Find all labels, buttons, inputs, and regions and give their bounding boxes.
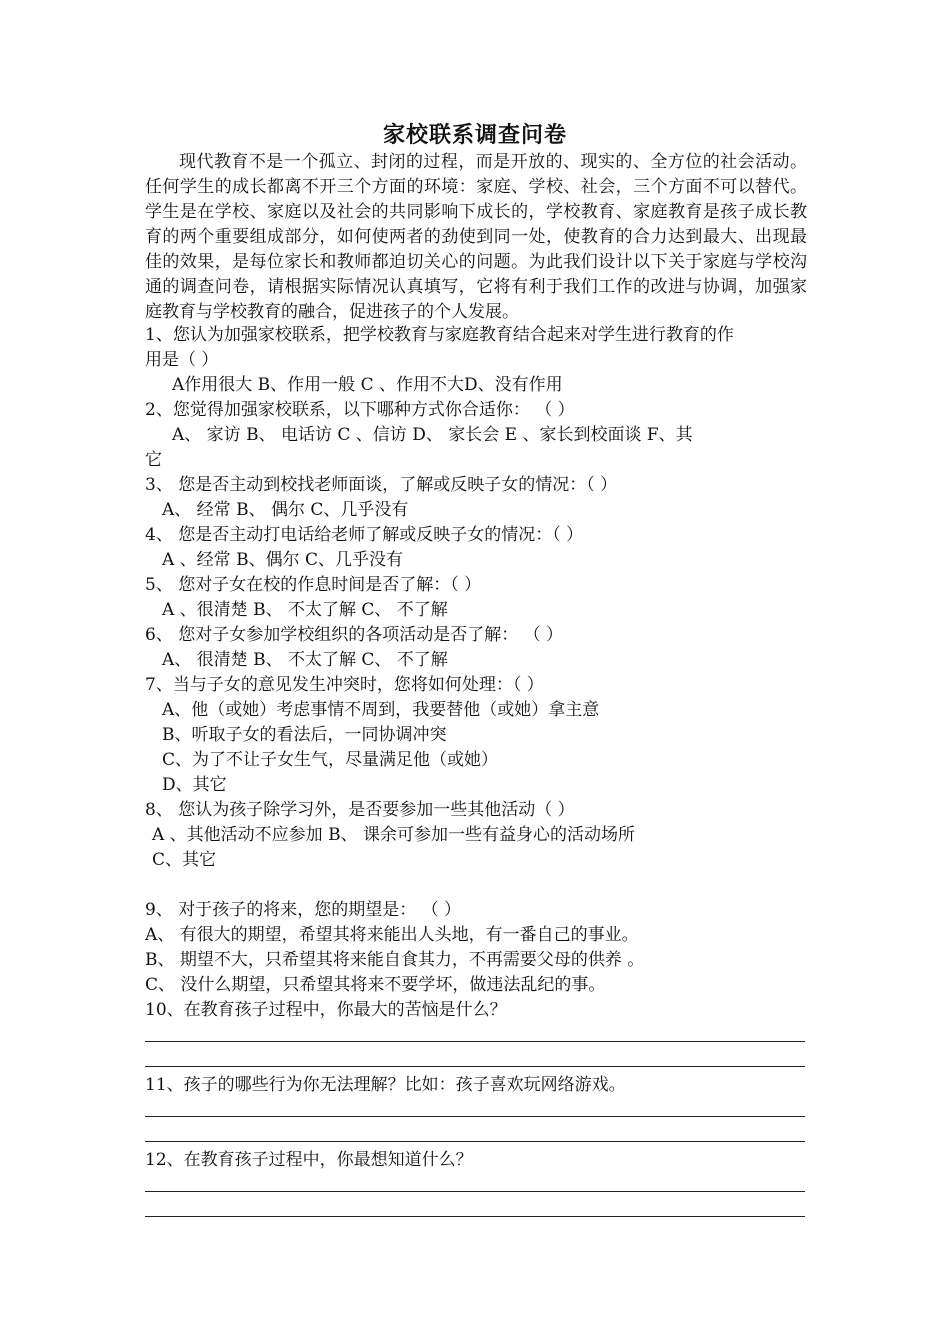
intro-paragraph bbox=[145, 150, 807, 325]
answer-line[interactable] bbox=[145, 1066, 805, 1067]
question-2-options: A、 家访 B、 电话访 C 、信访 D、 家长会 E 、家长到校面谈 F、其 bbox=[172, 425, 693, 445]
question-8: 8、 您认为孩子除学习外，是否要参加一些其他活动（ ） bbox=[145, 800, 575, 820]
question-7: 7、当与子女的意见发生冲突时，您将如何处理：（ ） bbox=[145, 675, 544, 695]
answer-line[interactable] bbox=[145, 1141, 805, 1142]
question-9-option-b: B、 期望不大，只希望其将来能自食其力，不再需要父母的供养 。 bbox=[145, 950, 645, 970]
question-2: 2、您觉得加强家校联系，以下哪种方式你合适你： （ ） bbox=[145, 400, 575, 420]
question-2-options-wrap: 它 bbox=[145, 450, 162, 470]
answer-line[interactable] bbox=[145, 1191, 805, 1192]
question-8-option-c: C、其它 bbox=[152, 850, 217, 870]
question-5: 5、 您对子女在校的作息时间是否了解：（ ） bbox=[145, 575, 482, 595]
question-7-option-b: B、听取子女的看法后，一同协调冲突 bbox=[162, 725, 447, 745]
question-9-option-a: A、 有很大的期望，希望其将来能出人头地，有一番自己的事业。 bbox=[145, 925, 639, 945]
question-7-option-a: A、他（或她）考虑事情不周到，我要替他（或她）拿主意 bbox=[162, 700, 600, 720]
question-11: 11、孩子的哪些行为你无法理解？比如：孩子喜欢玩网络游戏。 bbox=[145, 1075, 626, 1095]
question-9-option-c: C、 没什么期望，只希望其将来不要学坏，做违法乱纪的事。 bbox=[145, 975, 606, 995]
question-1-line-1: 1、您认为加强家校联系，把学校教育与家庭教育结合起来对学生进行教育的作 bbox=[145, 325, 734, 345]
question-9: 9、 对于孩子的将来，您的期望是： （ ） bbox=[145, 900, 462, 920]
question-3-options: A、 经常 B、 偶尔 C、几乎没有 bbox=[162, 500, 409, 520]
question-7-option-d: D、其它 bbox=[162, 775, 227, 795]
question-6: 6、 您对子女参加学校组织的各项活动是否了解： （ ） bbox=[145, 625, 564, 645]
question-3: 3、 您是否主动到校找老师面谈，了解或反映子女的情况：（ ） bbox=[145, 475, 618, 495]
question-5-options: A 、很清楚 B、 不太了解 C、 不了解 bbox=[162, 600, 448, 620]
answer-line[interactable] bbox=[145, 1216, 805, 1217]
answer-line[interactable] bbox=[145, 1116, 805, 1117]
question-4: 4、 您是否主动打电话给老师了解或反映子女的情况：（ ） bbox=[145, 525, 584, 545]
intro-text: 现代教育不是一个孤立、封闭的过程，而是开放的、现实的、全方位的社会活动。任何学生的成长都离不开三个方面的环境：家庭、学校、社会，三个方面不可以替代。学生是在学校、家庭以及社会的共同影响下成长的，学校教育、家庭教育是孩子成长教育的两个重要组成部分，如何使两者的劲使到同一处，使教育的合力达到最大、出现最佳的效果，是每位家长和教师都迫切关心的问题。为此我们设计以下关于家庭与学校沟通的调查问卷，请根据实际情况认真填写，它将有利于我们工作的改进与协调，加强家庭教育与学校教育的融合，促进孩子的个人发展。 bbox=[145, 152, 807, 322]
question-8-options: A 、其他活动不应参加 B、 课余可参加一些有益身心的活动场所 bbox=[152, 825, 635, 845]
question-1-options: A作用很大 B、作用一般 C 、作用不大D、没有作用 bbox=[172, 375, 563, 395]
question-4-options: A 、经常 B、偶尔 C、几乎没有 bbox=[162, 550, 403, 570]
question-6-options: A、 很清楚 B、 不太了解 C、 不了解 bbox=[162, 650, 448, 670]
answer-line[interactable] bbox=[145, 1041, 805, 1042]
question-10: 10、在教育孩子过程中，你最大的苦恼是什么？ bbox=[145, 1000, 507, 1020]
question-12: 12、在教育孩子过程中，你最想知道什么？ bbox=[145, 1150, 473, 1170]
question-7-option-c: C、为了不让子女生气，尽量满足他（或她） bbox=[162, 750, 499, 770]
question-1-line-2: 用是（ ） bbox=[145, 350, 219, 370]
page-title: 家校联系调查问卷 bbox=[382, 122, 567, 148]
